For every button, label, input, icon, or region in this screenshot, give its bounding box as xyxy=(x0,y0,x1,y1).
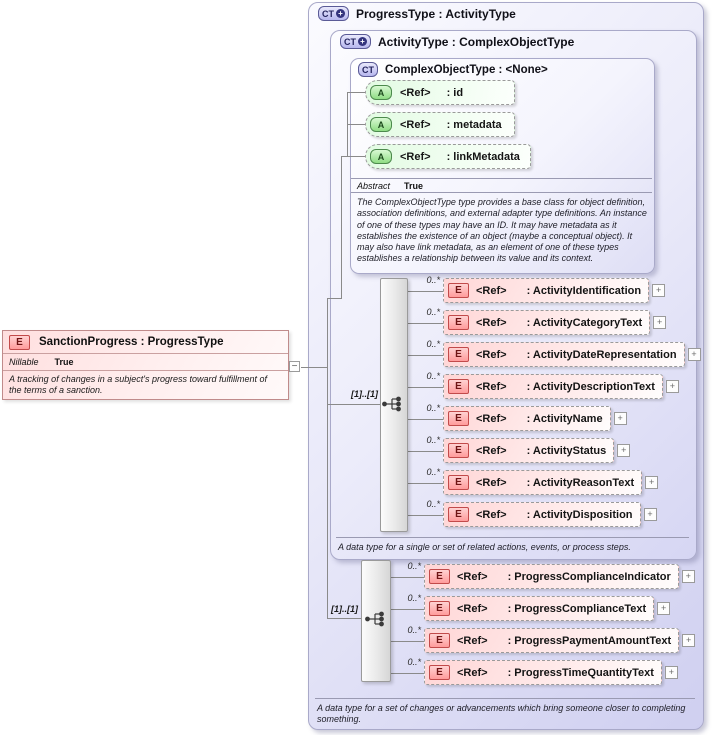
collapse-toggle[interactable]: − xyxy=(289,361,300,372)
complextype-badge[interactable]: CT + xyxy=(318,6,349,21)
nillable-value: True xyxy=(54,357,74,367)
occurs-label: 0..* xyxy=(426,339,440,349)
element-box[interactable] xyxy=(443,470,642,495)
sequence-icon xyxy=(382,395,404,413)
connector-line xyxy=(406,515,443,516)
occurs-label: 0..* xyxy=(426,275,440,285)
element-badge: E xyxy=(9,335,30,350)
activitytype-title-text: ActivityType : ComplexObjectType xyxy=(378,34,575,49)
connector-line xyxy=(341,157,342,299)
element-row-progresspaymentamounttext xyxy=(407,625,695,653)
element-row-progresscomplianceindicator xyxy=(407,561,695,589)
element-row-activityreasontext xyxy=(426,467,658,495)
occurs-label: 0..* xyxy=(426,307,440,317)
connector-line xyxy=(341,156,365,157)
expand-toggle[interactable]: + xyxy=(665,666,678,679)
complexobjecttype-title xyxy=(358,62,548,77)
connector-line xyxy=(389,673,424,674)
element-badge: E xyxy=(448,315,469,330)
attribute-badge: A xyxy=(370,117,392,132)
cardinality-label: [1]..[1] xyxy=(331,604,358,614)
element-box[interactable] xyxy=(424,628,679,653)
element-box[interactable] xyxy=(424,596,654,621)
ref-label: <Ref> xyxy=(400,118,431,131)
connector-line xyxy=(406,451,443,452)
element-box[interactable] xyxy=(424,660,662,685)
occurs-label: 0..* xyxy=(426,435,440,445)
element-name: : ActivityStatus xyxy=(526,444,607,457)
connector-line xyxy=(389,609,424,610)
progresstype-doc: A data type for a set of changes or advancements which bring someone closer to completing something. xyxy=(317,703,686,725)
nillable-row xyxy=(3,354,288,371)
occurs-label: 0..* xyxy=(426,403,440,413)
nillable-label: Nillable xyxy=(9,357,39,367)
progresstype-title-text: ProgressType : ActivityType xyxy=(356,6,516,21)
abstract-label: Abstract xyxy=(357,180,391,191)
activitytype-doc: A data type for a single or set of related actions, events, or process steps. xyxy=(338,542,631,552)
element-box[interactable] xyxy=(443,438,614,463)
ref-label: <Ref> xyxy=(476,444,507,457)
sequence-icon xyxy=(365,610,387,628)
ref-label: <Ref> xyxy=(457,634,488,647)
occurs-label: 0..* xyxy=(426,499,440,509)
attribute-linkmetadata[interactable] xyxy=(365,144,531,169)
expand-toggle[interactable]: + xyxy=(645,476,658,489)
element-badge: E xyxy=(448,347,469,362)
connector-line xyxy=(406,387,443,388)
element-name: : ActivityDisposition xyxy=(526,508,633,521)
element-badge: E xyxy=(429,665,450,680)
expand-plus-icon[interactable]: + xyxy=(358,37,367,46)
ref-label: <Ref> xyxy=(457,602,488,615)
element-row-progresstimequantitytext xyxy=(407,657,678,685)
element-row-activitycategorytext xyxy=(426,307,666,335)
connector-line xyxy=(327,298,341,299)
element-badge: E xyxy=(448,443,469,458)
element-row-activitydisposition xyxy=(426,499,657,527)
element-name: : ActivityCategoryText xyxy=(526,316,643,329)
element-box[interactable] xyxy=(443,278,649,303)
connector-line xyxy=(347,92,365,93)
separator xyxy=(336,537,689,538)
expand-toggle[interactable]: + xyxy=(652,284,665,297)
connector-line xyxy=(327,618,362,619)
element-badge: E xyxy=(448,283,469,298)
attribute-id[interactable] xyxy=(365,80,515,105)
connector-line xyxy=(406,483,443,484)
connector-line xyxy=(327,404,381,405)
element-name: : ActivityDateRepresentation xyxy=(526,348,677,361)
connector-line xyxy=(389,641,424,642)
element-badge: E xyxy=(448,411,469,426)
ref-label: <Ref> xyxy=(476,380,507,393)
element-name: : ActivityIdentification xyxy=(526,284,642,297)
element-box[interactable] xyxy=(443,310,650,335)
element-row-progresscompliancetext xyxy=(407,593,670,621)
occurs-label: 0..* xyxy=(407,593,421,603)
element-box[interactable] xyxy=(443,374,663,399)
occurs-label: 0..* xyxy=(426,467,440,477)
complexobjecttype-title-text: ComplexObjectType : <None> xyxy=(385,63,548,76)
connector-line xyxy=(406,323,443,324)
ref-label: <Ref> xyxy=(457,666,488,679)
element-row-activitydescriptiontext xyxy=(426,371,679,399)
expand-toggle[interactable]: + xyxy=(682,570,695,583)
connector-line xyxy=(389,577,424,578)
complextype-badge: CT xyxy=(358,62,378,77)
expand-toggle[interactable]: + xyxy=(653,316,666,329)
element-row-activitydaterepresentation xyxy=(426,339,701,367)
expand-plus-icon[interactable]: + xyxy=(336,9,345,18)
attribute-name: : metadata xyxy=(446,118,502,131)
connector-line xyxy=(347,124,365,125)
occurs-label: 0..* xyxy=(426,371,440,381)
ref-label: <Ref> xyxy=(400,86,431,99)
attribute-name: : id xyxy=(446,86,464,99)
element-box[interactable] xyxy=(424,564,679,589)
ref-label: <Ref> xyxy=(476,476,507,489)
element-box[interactable] xyxy=(443,406,611,431)
expand-toggle[interactable]: + xyxy=(657,602,670,615)
element-row-activityidentification xyxy=(426,275,665,303)
element-name: : ProgressTimeQuantityText xyxy=(507,666,654,679)
element-name: : ActivityDescriptionText xyxy=(526,380,655,393)
complextype-badge[interactable]: CT + xyxy=(340,34,371,49)
ref-label: <Ref> xyxy=(476,348,507,361)
element-name: : ProgressComplianceIndicator xyxy=(507,570,671,583)
ref-label: <Ref> xyxy=(476,316,507,329)
connector-line xyxy=(406,291,443,292)
ref-label: <Ref> xyxy=(476,508,507,521)
activitytype-title xyxy=(340,34,574,49)
cardinality-label: [1]..[1] xyxy=(351,389,378,399)
separator xyxy=(315,698,695,699)
sanctionprogress-doc: A tracking of changes in a subject's progress toward fulfillment of the terms of a sanction. xyxy=(9,374,268,396)
ref-label: <Ref> xyxy=(476,412,507,425)
connector-line xyxy=(406,419,443,420)
element-name: : ActivityName xyxy=(526,412,603,425)
expand-toggle[interactable]: + xyxy=(644,508,657,521)
sanctionprogress-element-box[interactable] xyxy=(2,330,289,400)
ref-label: <Ref> xyxy=(457,570,488,583)
sanctionprogress-title-text: SanctionProgress : ProgressType xyxy=(39,336,224,348)
sanctionprogress-title xyxy=(3,331,288,354)
expand-toggle[interactable]: + xyxy=(617,444,630,457)
abstract-value: True xyxy=(404,180,424,191)
expand-toggle[interactable]: + xyxy=(666,380,679,393)
element-row-activityname xyxy=(426,403,627,431)
expand-toggle[interactable]: + xyxy=(614,412,627,425)
element-badge: E xyxy=(429,633,450,648)
attribute-badge: A xyxy=(370,85,392,100)
attribute-name: : linkMetadata xyxy=(446,150,520,163)
connector-line xyxy=(327,298,328,619)
expand-toggle[interactable]: + xyxy=(688,348,701,361)
attribute-metadata[interactable] xyxy=(365,112,515,137)
element-badge: E xyxy=(448,379,469,394)
ref-label: <Ref> xyxy=(400,150,431,163)
progresstype-title xyxy=(318,6,516,21)
element-badge: E xyxy=(448,475,469,490)
complexobjecttype-doc: The ComplexObjectType type provides a base class for object definition, association definitions, and external adapter type definitions. An instance of one of these types may have an ID. It may have metadata as it establishes the existence of an object (maybe a conceptual object). It may also have link metadata, as an element of one of these types establishes a relationship between its value and its context. xyxy=(357,197,647,264)
element-row-activitystatus xyxy=(426,435,630,463)
element-name: : ProgressPaymentAmountText xyxy=(507,634,672,647)
element-badge: E xyxy=(429,601,450,616)
element-badge: E xyxy=(429,569,450,584)
ref-label: <Ref> xyxy=(476,284,507,297)
connector-line xyxy=(301,367,327,368)
attribute-badge: A xyxy=(370,149,392,164)
element-box[interactable] xyxy=(443,342,685,367)
connector-line xyxy=(406,355,443,356)
occurs-label: 0..* xyxy=(407,657,421,667)
element-name: : ProgressComplianceText xyxy=(507,602,647,615)
abstract-row xyxy=(351,178,652,193)
element-badge: E xyxy=(448,507,469,522)
element-box[interactable] xyxy=(443,502,641,527)
occurs-label: 0..* xyxy=(407,625,421,635)
occurs-label: 0..* xyxy=(407,561,421,571)
element-name: : ActivityReasonText xyxy=(526,476,635,489)
expand-toggle[interactable]: + xyxy=(682,634,695,647)
